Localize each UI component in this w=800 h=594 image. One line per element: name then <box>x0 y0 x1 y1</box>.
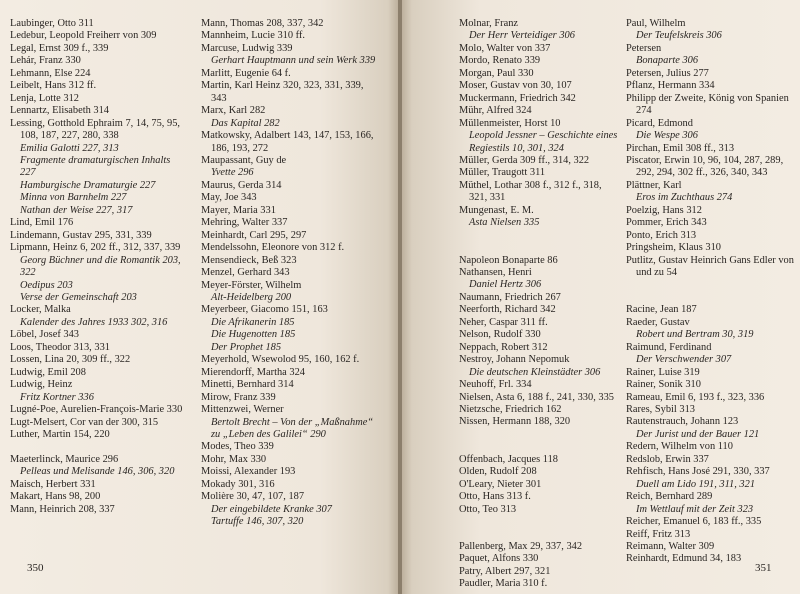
index-entry: Muckermann, Friedrich 342 <box>459 92 576 104</box>
index-entry: Leibelt, Hans 312 ff. <box>10 80 97 92</box>
index-subentry: Die Wespe 306 <box>636 130 698 142</box>
index-subentry: Nathan der Weise 227, 317 <box>20 204 133 216</box>
index-subentry: Georg Büchner und die Romantik 203, 322 <box>20 254 181 279</box>
index-entry: Müller, Traugott 311 <box>459 167 546 179</box>
index-entry: Lessing, Gotthold Ephraim 7, 14, 75, 95, 108, 187, 227, 280, 338 <box>10 117 180 142</box>
index-entry: Müllenmeister, Horst 10 <box>459 117 561 129</box>
index-entry: Mensendieck, Beß 323 <box>201 254 297 266</box>
index-entry: Ponto, Erich 313 <box>626 229 697 241</box>
index-subentry: Hamburgische Dramaturgie 227 <box>20 179 156 191</box>
index-entry: Meyerhold, Wsewolod 95, 160, 162 f. <box>201 354 360 366</box>
index-subentry: Daniel Hertz 306 <box>469 279 542 291</box>
index-entry: Petersen, Julius 277 <box>626 67 709 79</box>
index-entry: Lugné-Poe, Aurelien-François-Marie 330 <box>10 404 183 416</box>
index-entry: Mierendorff, Martha 324 <box>201 366 305 378</box>
index-subentry: Gerhart Hauptmann und sein Werk 339 <box>211 55 376 67</box>
index-entry: Putlitz, Gustav Heinrich Gans Edler von und zu 54 <box>626 254 794 279</box>
index-entry: Maurus, Gerda 314 <box>201 179 282 191</box>
index-entry: Mannheim, Lucie 310 ff. <box>201 30 305 42</box>
index-gap <box>459 516 621 528</box>
index-subentry: Oedipus 203 <box>20 279 73 291</box>
left-page-column-2 <box>201 18 379 529</box>
index-entry: Lehmann, Else 224 <box>10 67 91 79</box>
index-gap <box>459 441 621 453</box>
index-subentry: Bertolt Brecht – Von der „Maßnahme“ zu „Leben des Galilei“ 290 <box>211 416 374 440</box>
index-entry: Reimann, Walter 309 <box>626 541 715 552</box>
index-entry: Nielsen, Asta 6, 188 f., 241, 330, 335 <box>459 391 614 403</box>
index-entry: Mann, Thomas 208, 337, 342 <box>201 18 324 29</box>
right-page-column-1 <box>459 18 621 591</box>
index-entry: Reiff, Fritz 313 <box>626 528 691 540</box>
index-entry: Nathansen, Henri <box>459 267 532 279</box>
index-entry: Neppach, Robert 312 <box>459 341 548 353</box>
index-entry: Müller, Gerda 309 ff., 314, 322 <box>459 154 590 166</box>
index-entry: Pallenberg, Max 29, 337, 342 <box>459 540 583 552</box>
index-entry: Lindemann, Gustav 295, 331, 339 <box>10 229 152 241</box>
index-entry: Ledebur, Leopold Freiherr von 309 <box>10 30 157 42</box>
index-entry: Meyer-Förster, Wilhelm <box>201 279 302 291</box>
index-entry: Maeterlinck, Maurice 296 <box>10 453 119 465</box>
index-entry: Rautenstrauch, Johann 123 <box>626 416 739 428</box>
index-entry: Morgan, Paul 330 <box>459 67 534 79</box>
index-subentry: Emilia Galotti 227, 313 <box>20 142 119 154</box>
index-subentry: Alt-Heidelberg 200 <box>211 291 292 303</box>
index-entry: Marlitt, Eugenie 64 f. <box>201 67 291 79</box>
index-subentry: Tartuffe 146, 307, 320 <box>211 516 304 528</box>
index-entry: Philipp der Zweite, König von Spanien 274 <box>626 92 789 117</box>
index-entry: Martin, Karl Heinz 320, 323, 331, 339, 343 <box>201 80 364 104</box>
index-entry: Lennartz, Elisabeth 314 <box>10 105 109 117</box>
index-entry: Piscator, Erwin 10, 96, 104, 287, 289, 292, 294, 302 ff., 326, 340, 343 <box>626 154 784 179</box>
index-entry: Minetti, Bernhard 314 <box>201 379 294 391</box>
index-entry: Meyerbeer, Giacomo 151, 163 <box>201 304 328 316</box>
index-entry: Plättner, Karl <box>626 179 682 191</box>
index-entry: Paquet, Alfons 330 <box>459 553 539 565</box>
index-entry: Racine, Jean 187 <box>626 304 697 316</box>
index-subentry: Die Hugenotten 185 <box>211 329 296 341</box>
index-subentry: Leopold Jessner – Geschichte eines Regiestils 10, 301, 324 <box>469 130 618 154</box>
index-entry: Nissen, Hermann 188, 320 <box>459 416 571 428</box>
index-entry: Patry, Albert 297, 321 <box>459 565 551 577</box>
index-entry: Marcuse, Ludwig 339 <box>201 42 293 54</box>
index-entry: Meinhardt, Carl 295, 297 <box>201 229 307 241</box>
index-entry: Lehár, Franz 330 <box>10 55 81 67</box>
index-entry: Lenja, Lotte 312 <box>10 92 79 104</box>
index-entry: Naumann, Friedrich 267 <box>459 291 561 303</box>
index-entry: Nietzsche, Friedrich 162 <box>459 404 562 416</box>
index-entry: Rares, Sybil 313 <box>626 404 695 416</box>
index-entry: Reich, Bernhard 289 <box>626 491 713 503</box>
index-gap <box>459 242 621 254</box>
index-entry: Mayer, Maria 331 <box>201 204 276 216</box>
index-entry: Lossen, Lina 20, 309 ff., 322 <box>10 354 131 366</box>
index-subentry: Eros im Zuchthaus 274 <box>636 192 733 204</box>
index-entry: Picard, Edmond <box>626 117 693 129</box>
index-entry: Molnar, Franz <box>459 18 519 29</box>
index-entry: Mungenast, E. M. <box>459 204 534 216</box>
index-entry: Neuhoff, Frl. 334 <box>459 379 532 391</box>
book-spine <box>398 0 402 594</box>
index-entry: Neher, Caspar 311 ff. <box>459 316 548 328</box>
index-subentry: Der eingebildete Kranke 307 <box>211 503 332 515</box>
index-entry: Molière 30, 47, 107, 187 <box>201 491 305 503</box>
index-gap <box>459 529 621 541</box>
index-gap <box>459 230 621 242</box>
index-entry: Mehring, Walter 337 <box>201 217 288 229</box>
index-entry: Raimund, Ferdinand <box>626 341 712 353</box>
index-subentry: Yvette 296 <box>211 167 254 179</box>
index-subentry: Der Prophet 185 <box>211 341 282 353</box>
index-gap <box>626 292 796 304</box>
index-entry: Mühr, Alfred 324 <box>459 105 532 117</box>
index-entry: Pflanz, Hermann 334 <box>626 80 715 92</box>
index-entry: Löbel, Josef 343 <box>10 329 79 341</box>
index-entry: Moser, Gustav von 30, 107 <box>459 80 572 92</box>
index-entry: Redslob, Erwin 337 <box>626 453 709 465</box>
index-entry: Moissi, Alexander 193 <box>201 466 296 478</box>
index-entry: Offenbach, Jacques 118 <box>459 453 558 465</box>
index-subentry: Der Jurist und der Bauer 121 <box>636 428 760 440</box>
index-entry: Otto, Teo 313 <box>459 503 517 515</box>
index-entry: Rehfisch, Hans José 291, 330, 337 <box>626 466 770 478</box>
index-subentry: Die Afrikanerin 185 <box>211 316 295 328</box>
index-entry: Maupassant, Guy de <box>201 154 287 166</box>
index-entry: Reinhardt, Edmund 34, 183 <box>626 553 742 565</box>
index-entry: Ludwig, Heinz <box>10 379 73 391</box>
index-gap <box>626 280 796 292</box>
index-entry: Mann, Heinrich 208, 337 <box>10 503 115 515</box>
index-subentry: Duell am Lido 191, 311, 321 <box>636 478 756 490</box>
index-entry: Makart, Hans 98, 200 <box>10 491 101 503</box>
index-subentry: Verse der Gemeinschaft 203 <box>20 291 137 303</box>
index-gap <box>459 429 621 441</box>
right-page <box>400 0 800 594</box>
index-entry: Mokady 301, 316 <box>201 478 275 490</box>
index-subentry: Der Teufelskreis 306 <box>636 30 722 42</box>
index-subentry: Bonaparte 306 <box>636 55 699 67</box>
index-entry: Marx, Karl 282 <box>201 105 266 117</box>
index-entry: Napoleon Bonaparte 86 <box>459 254 558 266</box>
index-entry: Nelson, Rudolf 330 <box>459 329 541 341</box>
index-subentry: Robert und Bertram 30, 319 <box>636 329 754 341</box>
index-entry: Mittenzwei, Werner <box>201 404 284 416</box>
index-subentry: Minna von Barnhelm 227 <box>20 192 127 204</box>
index-entry: Neerforth, Richard 342 <box>459 304 556 316</box>
index-entry: Rainer, Sonik 310 <box>626 379 701 391</box>
index-entry: Modes, Theo 339 <box>201 441 274 453</box>
index-entry: Rameau, Emil 6, 193 f., 323, 336 <box>626 391 765 403</box>
index-subentry: Die deutschen Kleinstädter 306 <box>469 366 601 378</box>
index-entry: Lipmann, Heinz 6, 202 ff., 312, 337, 339 <box>10 242 181 254</box>
index-entry: Rainer, Luise 319 <box>626 366 700 378</box>
index-entry: Pirchan, Emil 308 ff., 313 <box>626 142 735 154</box>
index-entry: Müthel, Lothar 308 f., 312 f., 318, 321, 331 <box>459 179 602 204</box>
index-entry: Mohr, Max 330 <box>201 453 267 465</box>
index-entry: Matkowsky, Adalbert 143, 147, 153, 166, 186, 193, 272 <box>201 130 374 154</box>
index-entry: Paudler, Maria 310 f. <box>459 578 548 590</box>
index-entry: Paul, Wilhelm <box>626 18 686 29</box>
index-entry: May, Joe 343 <box>201 192 257 204</box>
index-entry: Pringsheim, Klaus 310 <box>626 242 721 254</box>
index-entry: Pommer, Erich 343 <box>626 217 707 229</box>
right-page-column-2 <box>626 18 796 566</box>
index-gap <box>10 441 186 453</box>
index-entry: Ludwig, Emil 208 <box>10 366 86 378</box>
index-subentry: Fragmente dramaturgischen Inhalts 227 <box>20 154 171 179</box>
index-entry: Lind, Emil 176 <box>10 217 74 229</box>
index-entry: Mendelssohn, Eleonore von 312 f. <box>201 242 345 254</box>
index-entry: Redern, Wilhelm von 110 <box>626 441 733 453</box>
index-subentry: Der Verschwender 307 <box>636 354 732 366</box>
index-subentry: Pelleas und Melisande 146, 306, 320 <box>20 466 175 478</box>
index-subentry: Im Wettlauf mit der Zeit 323 <box>636 503 754 515</box>
index-entry: Maisch, Herbert 331 <box>10 478 96 490</box>
index-subentry: Fritz Kortner 336 <box>20 391 94 403</box>
index-entry: Petersen <box>626 42 662 54</box>
index-entry: O'Leary, Nieter 301 <box>459 478 542 490</box>
index-entry: Nestroy, Johann Nepomuk <box>459 354 570 366</box>
index-subentry: Kalender des Jahres 1933 302, 316 <box>20 316 168 328</box>
right-page-number: 351 <box>755 562 772 574</box>
index-entry: Menzel, Gerhard 343 <box>201 267 290 279</box>
index-entry: Poelzig, Hans 312 <box>626 204 702 216</box>
left-page-number: 350 <box>27 562 44 574</box>
index-entry: Luther, Martin 154, 220 <box>10 428 110 440</box>
left-page-column-1 <box>10 18 186 516</box>
index-entry: Molo, Walter von 337 <box>459 42 551 54</box>
index-entry: Mirow, Franz 339 <box>201 391 276 403</box>
index-entry: Locker, Malka <box>10 304 71 316</box>
index-entry: Reicher, Emanuel 6, 183 ff., 335 <box>626 516 762 528</box>
index-entry: Laubinger, Otto 311 <box>10 18 94 29</box>
index-entry: Legal, Ernst 309 f., 339 <box>10 42 109 54</box>
index-entry: Raeder, Gustav <box>626 316 690 328</box>
index-entry: Lugt-Melsert, Cor van der 300, 315 <box>10 416 159 428</box>
index-entry: Olden, Rudolf 208 <box>459 466 537 478</box>
index-subentry: Das Kapital 282 <box>211 117 280 129</box>
index-entry: Mordo, Renato 339 <box>459 55 541 67</box>
index-subentry: Asta Nielsen 335 <box>469 217 540 229</box>
index-subentry: Der Herr Verteidiger 306 <box>469 30 575 42</box>
index-entry: Loos, Theodor 313, 331 <box>10 341 110 353</box>
index-entry: Otto, Hans 313 f. <box>459 491 531 503</box>
